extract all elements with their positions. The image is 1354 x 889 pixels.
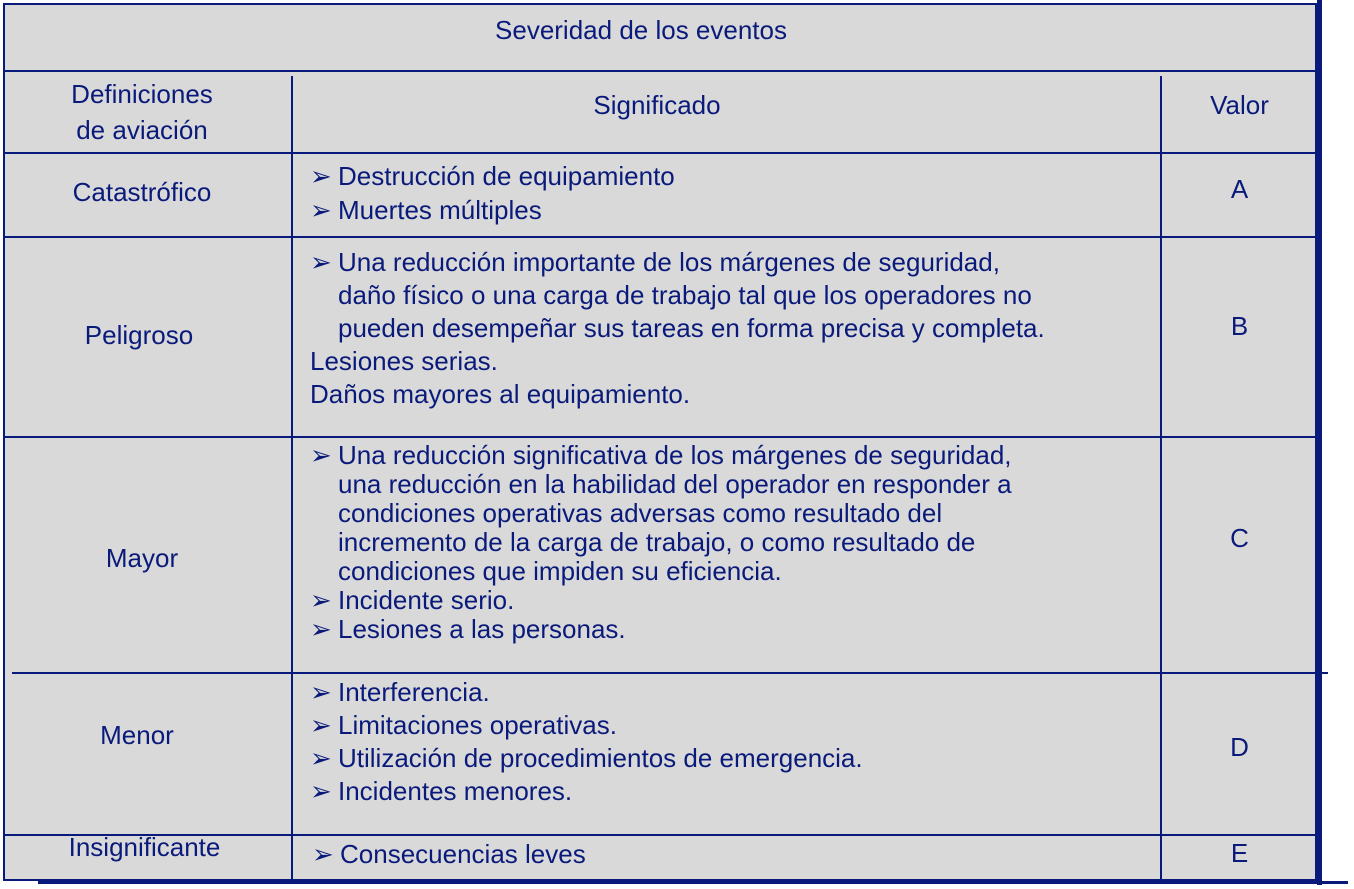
list-item: ➢ Interferencia. bbox=[310, 677, 490, 707]
list-item: ➢ Destrucción de equipamiento bbox=[310, 161, 675, 191]
list-item: ➢ Lesiones a las personas. bbox=[310, 614, 626, 644]
row-value-mayor: C bbox=[1230, 522, 1249, 553]
row-label-peligroso: Peligroso bbox=[84, 319, 194, 350]
row-meaning-mayor bbox=[310, 441, 1012, 644]
row-value-catastrofico: A bbox=[1230, 173, 1249, 204]
table-shadow-right bbox=[1317, 0, 1322, 885]
list-item: ➢ Una reducción importante de los márgenes de seguridad, daño físico o una carga de trabajo tal que los operadores no pueden desempeñar sus tareas en forma precisa y completa. bbox=[310, 247, 1045, 343]
header-value: Valor bbox=[1210, 90, 1269, 120]
list-item: ➢ Consecuencias leves bbox=[312, 839, 586, 869]
bullet-arrow-icon: ➢ bbox=[310, 776, 332, 806]
list-item: Daños mayores al equipamiento. bbox=[310, 379, 691, 409]
row-label-catastrofico: Catastrófico bbox=[72, 176, 212, 207]
row-meaning-menor bbox=[310, 676, 863, 808]
row-meaning-peligroso bbox=[310, 246, 1045, 411]
row-label-menor: Menor bbox=[100, 719, 174, 750]
row-meaning-insignificante bbox=[312, 838, 586, 870]
column-divider-1 bbox=[291, 76, 293, 881]
list-item: ➢ Una reducción significativa de los márgenes de seguridad, una reducción en la habilidad del operador en responder a condiciones operativas adversas como resultado del incremento de la carga de trabajo, o como resultado de condiciones que impiden su eficiencia. bbox=[310, 440, 1012, 586]
list-item: ➢ Incidente serio. bbox=[310, 585, 515, 615]
table-title: Severidad de los eventos bbox=[495, 14, 787, 45]
row-label-mayor: Mayor bbox=[105, 542, 179, 573]
header-definitions bbox=[3, 72, 281, 152]
list-item: Lesiones serias. bbox=[310, 346, 498, 376]
bullet-arrow-icon: ➢ bbox=[310, 195, 332, 225]
bullet-arrow-icon: ➢ bbox=[310, 585, 332, 615]
header-meaning: Significado bbox=[593, 90, 721, 120]
row-label-insignificante: Insignificante bbox=[68, 831, 221, 862]
bullet-arrow-icon: ➢ bbox=[310, 743, 332, 773]
bullet-arrow-icon: ➢ bbox=[310, 710, 332, 740]
bullet-arrow-icon: ➢ bbox=[310, 614, 332, 644]
bullet-arrow-icon: ➢ bbox=[312, 839, 334, 869]
bullet-arrow-icon: ➢ bbox=[310, 440, 332, 470]
row-value-peligroso: B bbox=[1230, 310, 1249, 341]
row-value-insignificante: E bbox=[1230, 837, 1249, 868]
list-item: ➢ Limitaciones operativas. bbox=[310, 710, 617, 740]
bullet-arrow-icon: ➢ bbox=[310, 161, 332, 191]
header-definitions-line-1: Definiciones bbox=[71, 79, 213, 109]
bullet-arrow-icon: ➢ bbox=[310, 247, 332, 277]
row-value-menor: D bbox=[1230, 731, 1249, 762]
bullet-arrow-icon: ➢ bbox=[310, 677, 332, 707]
header-definitions-line-2: de aviación bbox=[76, 115, 208, 145]
list-item: ➢ Muertes múltiples bbox=[310, 195, 542, 225]
row-meaning-catastrofico bbox=[310, 159, 675, 227]
list-item: ➢ Utilización de procedimientos de emergencia. bbox=[310, 743, 863, 773]
list-item: ➢ Incidentes menores. bbox=[310, 776, 573, 806]
table-shadow-bottom bbox=[38, 881, 1348, 884]
